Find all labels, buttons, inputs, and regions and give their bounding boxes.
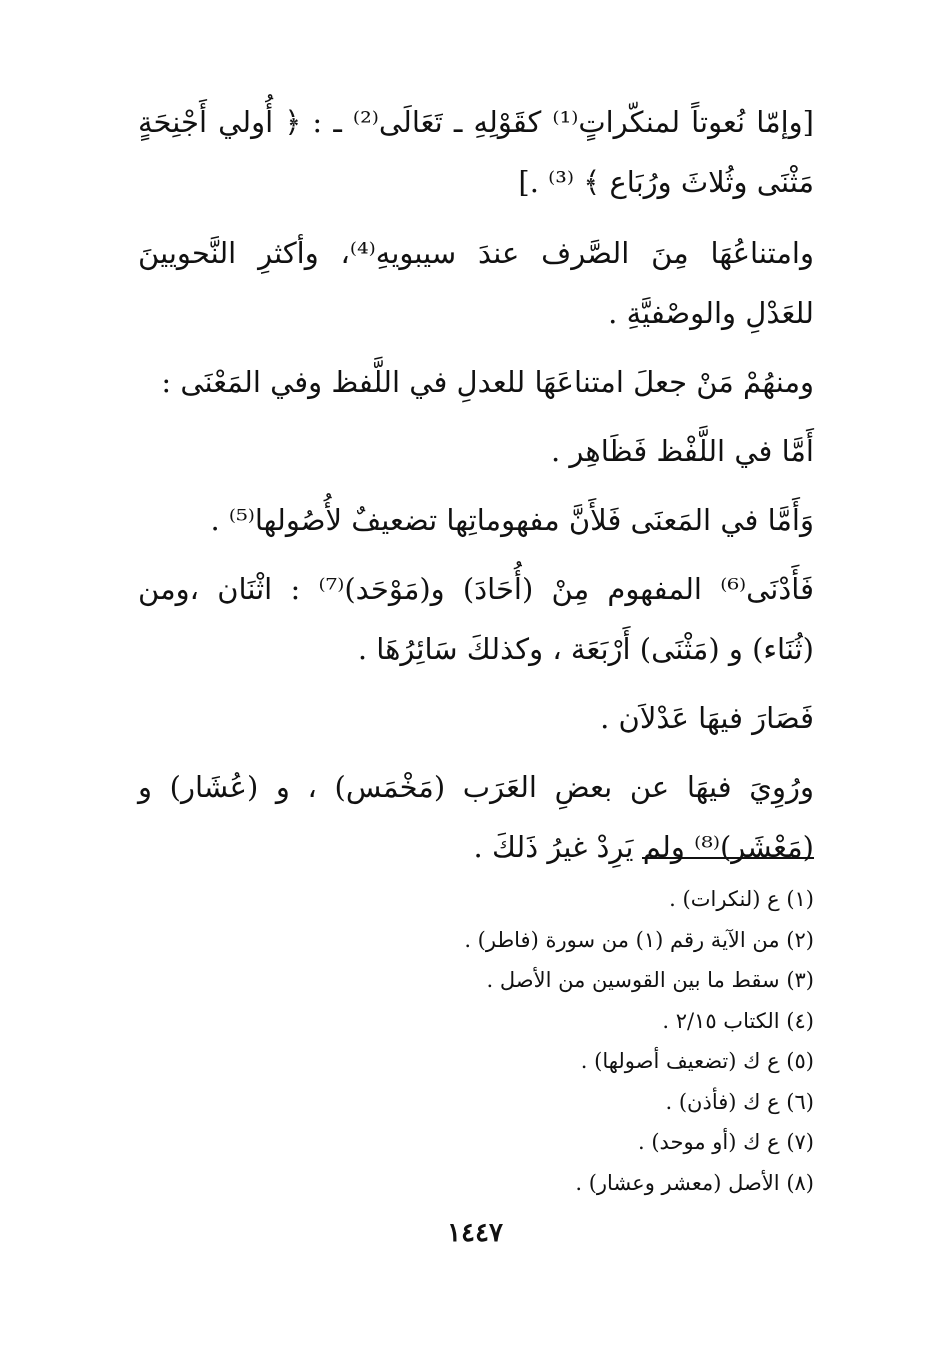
footnote-5: (٥) ع ك (تضعيف أصولها) . — [580, 1049, 814, 1073]
footnote-3: (٣) سقط ما بين القوسين من الأصل . — [486, 968, 814, 992]
footnotes — [138, 879, 814, 1203]
footnote-6: (٦) ع ك (فأذن) . — [665, 1089, 814, 1114]
paragraph-lafz: أَمَّا في اللَّفْظ فَظَاهِر . — [550, 434, 814, 468]
footnote-2: (٢) من الآية رقم (١) من سورة (فاطر) . — [464, 927, 814, 952]
paragraph-sibawayh: وامتناعُهَا مِنَ الصَّرف عندَ سيبويهِ⁽⁴⁾، وأكثرِ النَّحويينَ للعَدْلِ والوصْفيَّةِ . — [138, 236, 814, 330]
footnote-8: (٨) الأصل (معشر وعشار) . — [575, 1170, 814, 1195]
page-number: ١٤٤٧ — [447, 1218, 503, 1248]
footnote-7: (٧) ع ك (أو موحد) . — [637, 1130, 814, 1154]
paragraph-quran-quote: [وإمّا نُعوتاً لمنكّراتٍ⁽¹⁾ كقَوْلِهِ ـ تَعَالَى⁽²⁾ ـ : ﴿ أُولي أَجْنِحَةٍ مَثْنَى وثُلاثَ ورُبَاع ﴾ ⁽³⁾ .] — [138, 105, 814, 199]
footnote-divider — [642, 857, 814, 859]
paragraph-other-view: ومنهُمْ مَنْ جعلَ امتناعَهَا للعدلِ في اللَّفظ وفي المَعْنَى : — [161, 365, 814, 399]
footnote-1: (١) ع (لنكرات) . — [669, 887, 814, 911]
paragraph-maana: وَأَمَّا في المَعنَى فَلأَنَّ مفهوماتِها تضعيفٌ لأُصُولها⁽⁵⁾ . — [210, 503, 814, 537]
main-text — [138, 92, 814, 886]
paragraph-two-adl: فَصَارَ فيهَا عَدْلاَن . — [600, 701, 814, 735]
footnote-4: (٤) الكتاب ٢/١٥ . — [662, 1008, 814, 1033]
paragraph-riwaya: ورُوِيَ فيهَا عن بعضِ العَرَب (مَخْمَس) ، و (عُشَار) و (مَعْشَر)⁽⁸⁾ ولم يَرِدْ غيرُ ذَلكَ . — [138, 770, 814, 864]
paragraph-adna: فَأَدْنَى⁽⁶⁾ المفهوم مِنْ (أُحَادَ) و(مَوْحَد)⁽⁷⁾ : اثْنَان ،ومن (ثُنَاء) و (مَثْنَى) أَرْبَعَة ، وكذلكَ سَائِرُهَا . — [138, 572, 814, 666]
